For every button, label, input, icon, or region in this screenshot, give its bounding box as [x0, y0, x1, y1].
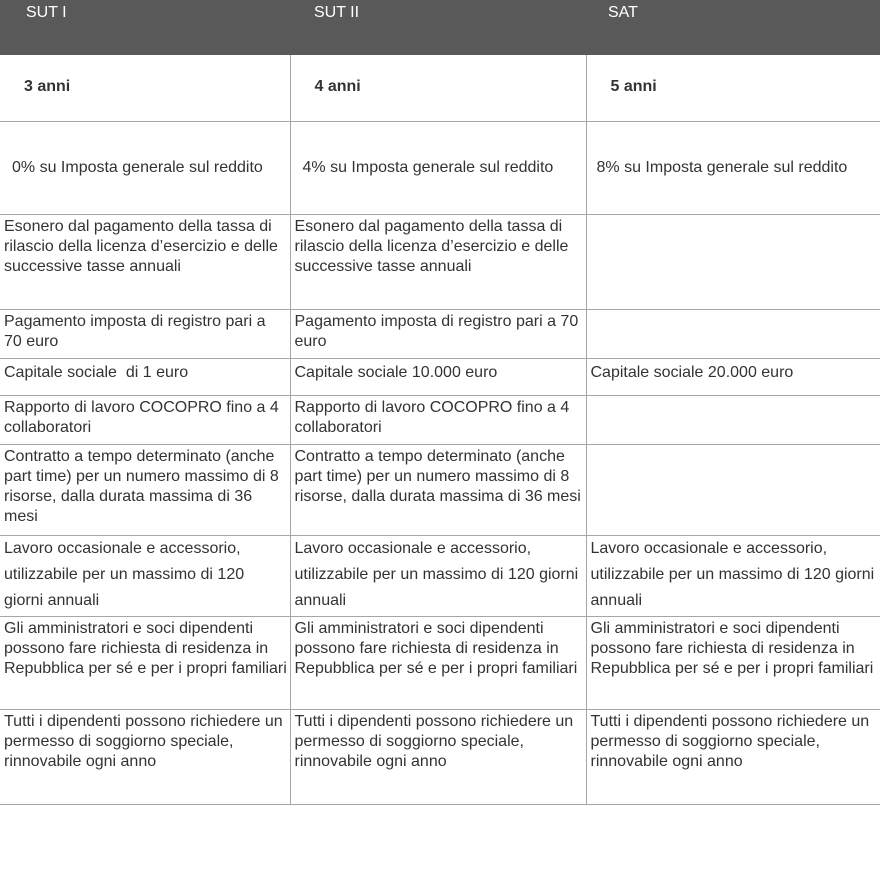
table-cell: Gli amministratori e soci dipendenti possono fare richiesta di residenza in Repubblica per sé e per i propri familiari — [586, 617, 880, 710]
table-cell: Esonero dal pagamento della tassa di rilascio della licenza d’esercizio e delle successive tasse annuali — [0, 215, 290, 310]
table-row — [0, 536, 880, 617]
table-cell: Pagamento imposta di registro pari a 70 euro — [290, 310, 586, 359]
header-sat: SAT — [586, 0, 880, 55]
table-cell: Contratto a tempo determinato (anche part time) per un numero massimo di 8 risorse, dalla durata massima di 36 mesi — [290, 445, 586, 536]
table-cell: Tutti i dipendenti possono richiedere un permesso di soggiorno speciale, rinnovabile ogni anno — [290, 710, 586, 805]
table-cell — [586, 310, 880, 359]
duration-cell: 4 anni — [290, 55, 586, 122]
table-row — [0, 310, 880, 359]
header-sut-ii: SUT II — [290, 0, 586, 55]
table-cell: Gli amministratori e soci dipendenti possono fare richiesta di residenza in Repubblica per sé e per i propri familiari — [290, 617, 586, 710]
table-cell: Tutti i dipendenti possono richiedere un permesso di soggiorno speciale, rinnovabile ogni anno — [586, 710, 880, 805]
table-cell: Capitale sociale 20.000 euro — [586, 359, 880, 396]
header-sut-i: SUT I — [0, 0, 290, 55]
tax-rate-cell: 4% su Imposta generale sul reddito — [290, 122, 586, 215]
tax-rate-cell: 8% su Imposta generale sul reddito — [586, 122, 880, 215]
table-cell: Lavoro occasionale e accessorio, utilizzabile per un massimo di 120 giorni annuali — [586, 536, 880, 617]
table-cell: Tutti i dipendenti possono richiedere un permesso di soggiorno speciale, rinnovabile ogni anno — [0, 710, 290, 805]
table-header-row — [0, 0, 880, 55]
table-cell: Rapporto di lavoro COCOPRO fino a 4 collaboratori — [0, 396, 290, 445]
table-row — [0, 445, 880, 536]
table-cell: Lavoro occasionale e accessorio, utilizzabile per un massimo di 120 giorni annuali — [0, 536, 290, 617]
table-cell: Pagamento imposta di registro pari a 70 euro — [0, 310, 290, 359]
table-cell: Rapporto di lavoro COCOPRO fino a 4 collaboratori — [290, 396, 586, 445]
table-row — [0, 359, 880, 396]
duration-cell: 3 anni — [0, 55, 290, 122]
table-cell: Capitale sociale di 1 euro — [0, 359, 290, 396]
table-row — [0, 710, 880, 805]
table-row — [0, 215, 880, 310]
table-cell — [586, 445, 880, 536]
table-row — [0, 122, 880, 215]
duration-cell: 5 anni — [586, 55, 880, 122]
table-cell: Esonero dal pagamento della tassa di rilascio della licenza d’esercizio e delle successive tasse annuali — [290, 215, 586, 310]
table-cell: Contratto a tempo determinato (anche part time) per un numero massimo di 8 risorse, dalla durata massima di 36 mesi — [0, 445, 290, 536]
table-cell — [586, 215, 880, 310]
table-cell: Lavoro occasionale e accessorio, utilizzabile per un massimo di 120 giorni annuali — [290, 536, 586, 617]
table-cell: Capitale sociale 10.000 euro — [290, 359, 586, 396]
table-row — [0, 55, 880, 122]
table-row — [0, 617, 880, 710]
table-row — [0, 396, 880, 445]
tax-rate-cell: 0% su Imposta generale sul reddito — [0, 122, 290, 215]
table-cell: Gli amministratori e soci dipendenti possono fare richiesta di residenza in Repubblica per sé e per i propri familiari — [0, 617, 290, 710]
table-cell — [586, 396, 880, 445]
